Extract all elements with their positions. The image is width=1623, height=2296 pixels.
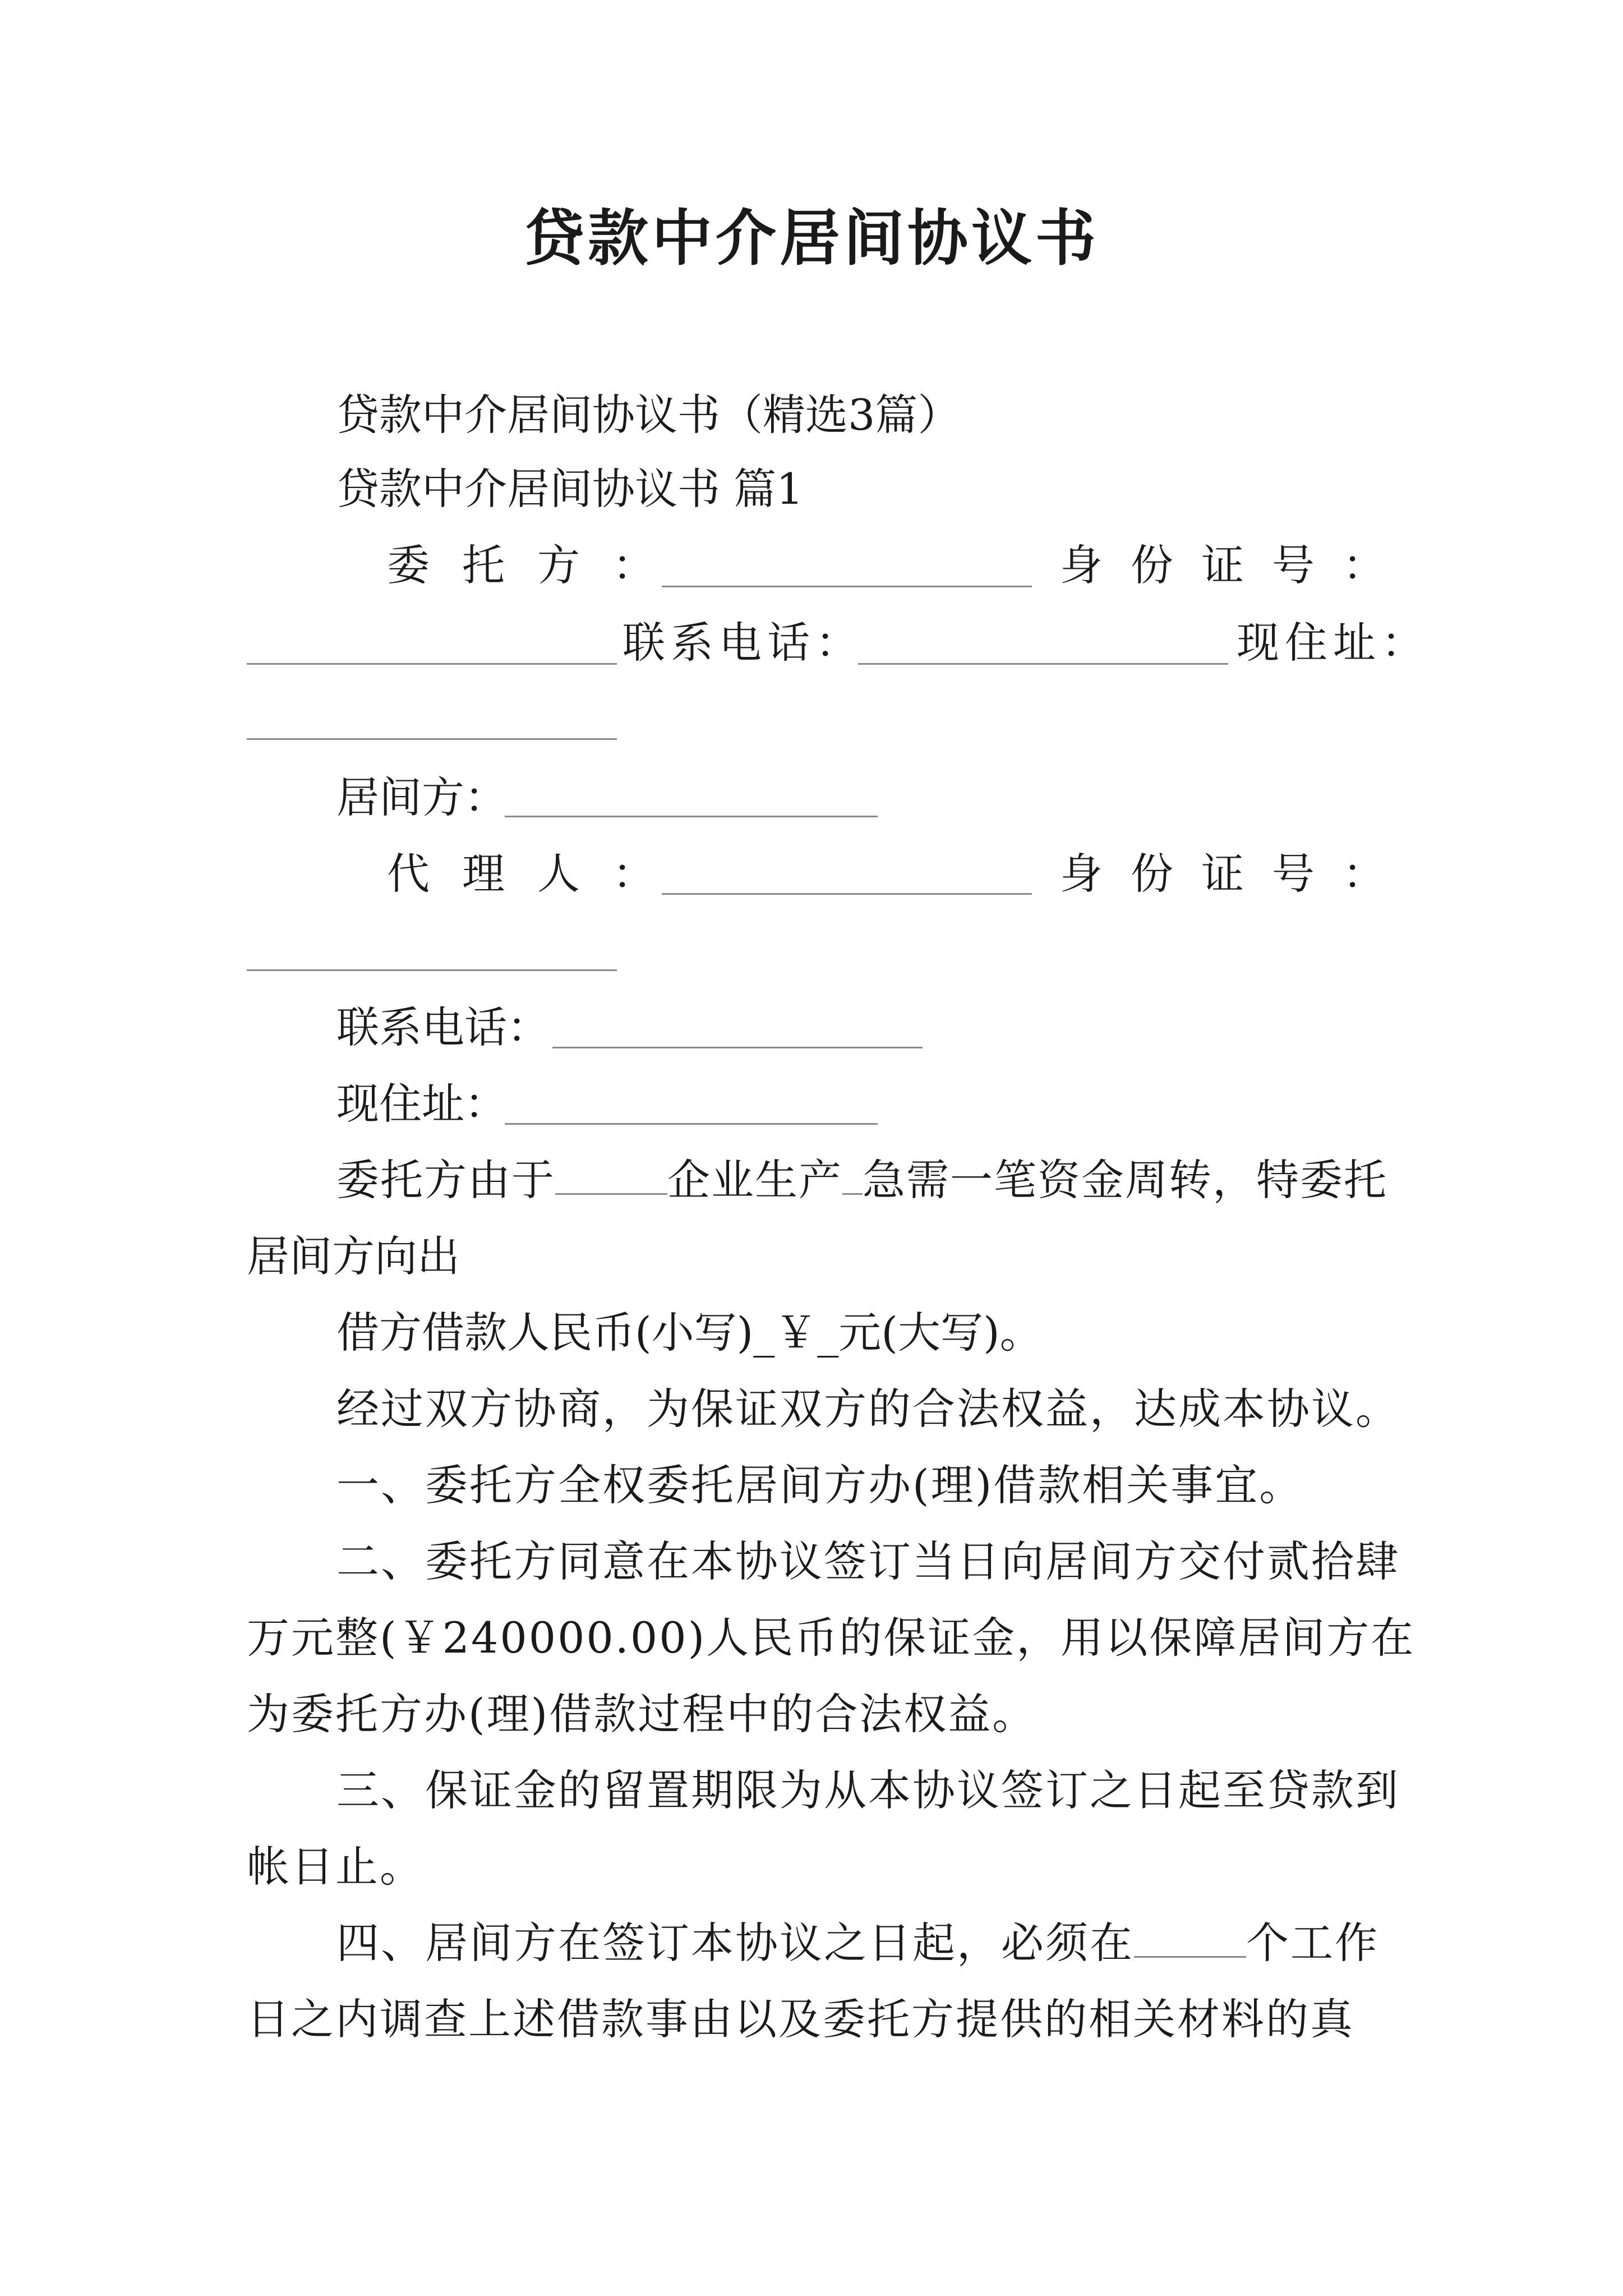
- document-subtitle: 贷款中介居间协议书（精选3篇）: [336, 390, 961, 440]
- paragraph-1-line-2: 居间方向出: [247, 1231, 460, 1281]
- paragraph-2: 借方借款人民币(小写)_￥_元(大写)。: [336, 1308, 1043, 1358]
- paragraph-7-line-1: [336, 1915, 1379, 1971]
- paragraph-5-line-1: 二、委托方同意在本协议签订当日向居间方交付贰拾肆: [336, 1536, 1400, 1586]
- paragraph-4: 一、委托方全权委托居间方办(理)借款相关事宜。: [336, 1460, 1304, 1510]
- document-title: 贷款中介居间协议书: [523, 203, 1099, 274]
- paragraph-1-line-1: [336, 1152, 1387, 1208]
- paragraph-6-line-1: 三、保证金的留置期限为从本协议签订之日起至贷款到: [336, 1765, 1400, 1815]
- agent-address-label: 现住址：: [336, 1079, 507, 1129]
- client-id-blank[interactable]: [247, 661, 617, 665]
- intermediary-label: 居间方：: [336, 772, 507, 822]
- agent-name-blank[interactable]: [662, 891, 1032, 895]
- paragraph-3: 经过双方协商，为保证双方的合法权益，达成本协议。: [336, 1384, 1400, 1434]
- agent-phone-blank[interactable]: [552, 1045, 923, 1048]
- agent-label: 代理人：: [387, 849, 688, 899]
- paragraph-1-start: 委托方由于: [336, 1155, 555, 1205]
- section-heading: 贷款中介居间协议书 篇1: [336, 464, 804, 514]
- reason-blank-tail: [842, 1153, 863, 1195]
- client-id-label: 身份证号：: [1060, 540, 1413, 590]
- client-address-label: 现住址：: [1237, 618, 1430, 668]
- workdays-blank[interactable]: [1134, 1916, 1246, 1958]
- reason-blank[interactable]: [555, 1153, 667, 1195]
- client-label: 委托方：: [387, 540, 688, 590]
- client-phone-blank[interactable]: [858, 661, 1228, 665]
- paragraph-6-line-2: 帐日止。: [247, 1842, 424, 1892]
- client-address-blank[interactable]: [247, 736, 617, 740]
- reason-text: 企业生产: [667, 1155, 842, 1205]
- paragraph-5-line-3: 为委托方办(理)借款过程中的合法权益。: [247, 1689, 1037, 1739]
- agent-address-blank[interactable]: [505, 1121, 878, 1125]
- intermediary-blank[interactable]: [505, 813, 878, 817]
- paragraph-7-line-2: 日之内调查上述借款事由以及委托方提供的相关材料的真: [247, 1994, 1354, 2044]
- paragraph-7-end: 个工作: [1246, 1918, 1379, 1968]
- paragraph-5-line-2: 万元整(￥240000.00)人民币的保证金，用以保障居间方在: [247, 1613, 1415, 1663]
- paragraph-7-start: 四、居间方在签订本协议之日起，必须在: [336, 1918, 1134, 1968]
- client-phone-label: 联系电话：: [623, 618, 864, 668]
- agent-id-label: 身份证号：: [1060, 849, 1413, 899]
- agent-phone-label: 联系电话：: [336, 1002, 550, 1052]
- agent-id-blank[interactable]: [247, 967, 617, 971]
- client-name-blank[interactable]: [662, 583, 1032, 587]
- paragraph-1-rest: 急需一笔资金周转，特委托: [863, 1155, 1387, 1205]
